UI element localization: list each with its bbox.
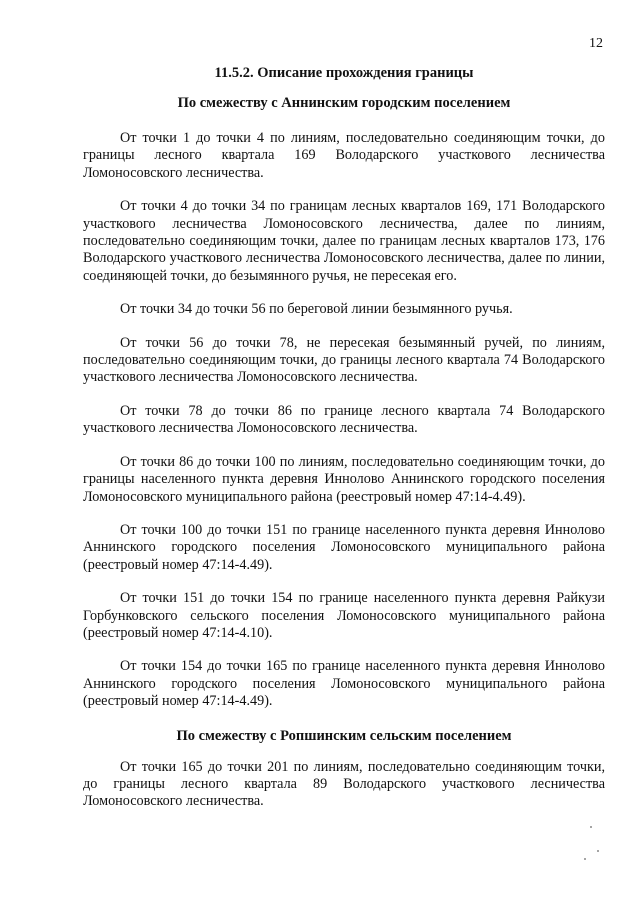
- document-body: [83, 64, 605, 827]
- boundary-paragraph: От точки 4 до точки 34 по границам лесных кварталов 169, 171 Володарского участкового лесничества Ломоносовского лесничества, далее по линиям, последовательно соединяющим точки, далее по границам лесных кварталов 173, 176 Володарского участкового лесничества Ломоносовского лесничества, далее по линии, соединяющей точки, до безымянного ручья, не пересекая его.: [83, 198, 605, 284]
- adjacency-heading-annino: По смежеству с Аннинским городским поселением: [177, 95, 511, 111]
- boundary-paragraph: От точки 1 до точки 4 по линиям, последовательно соединяющим точки, до границы лесного квартала 169 Володарского участкового лесничества Ломоносовского лесничества.: [83, 130, 605, 181]
- boundary-paragraph: От точки 100 до точки 151 по границе населенного пункта деревня Иннолово Аннинского городского поселения Ломоносовского муниципального района (реестровый номер 47:14-4.49).: [83, 521, 605, 573]
- section-heading: 11.5.2. Описание прохождения границы: [214, 65, 474, 81]
- boundary-paragraph: От точки 151 до точки 154 по границе населенного пункта деревня Райкузи Горбунковского сельского поселения Ломоносовского муниципального района (реестровый номер 47:14-4.10).: [83, 590, 605, 641]
- scan-artifact: [584, 858, 586, 860]
- boundary-paragraph: От точки 165 до точки 201 по линиям, последовательно соединяющим точки, до границы лесного квартала 89 Володарского участкового лесничества Ломоносовского лесничества.: [83, 758, 605, 810]
- adjacency-heading-ropsha: По смежеству с Ропшинским сельским поселением: [176, 727, 512, 744]
- boundary-paragraph: От точки 78 до точки 86 по границе лесного квартала 74 Володарского участкового лесничества Ломоносовского лесничества.: [83, 402, 605, 437]
- scan-artifact: [590, 826, 592, 828]
- page-number: 12: [589, 36, 603, 51]
- scan-artifact: [597, 850, 599, 852]
- boundary-paragraph: От точки 56 до точки 78, не пересекая безымянный ручей, по линиям, последовательно соединяющим точки, до границы лесного квартала 74 Володарского участкового лесничества Ломоносовского лесничества.: [83, 334, 605, 386]
- boundary-paragraph: От точки 154 до точки 165 по границе населенного пункта деревня Иннолово Аннинского городского поселения Ломоносовского муниципального района (реестровый номер 47:14-4.49).: [83, 658, 605, 710]
- boundary-paragraph: От точки 34 до точки 56 по береговой линии безымянного ручья.: [120, 301, 513, 318]
- boundary-paragraph: От точки 86 до точки 100 по линиям, последовательно соединяющим точки, до границы населенного пункта деревня Иннолово Аннинского городского поселения Ломоносовского муниципального района (реестровый номер 47:14-4.49).: [83, 453, 605, 505]
